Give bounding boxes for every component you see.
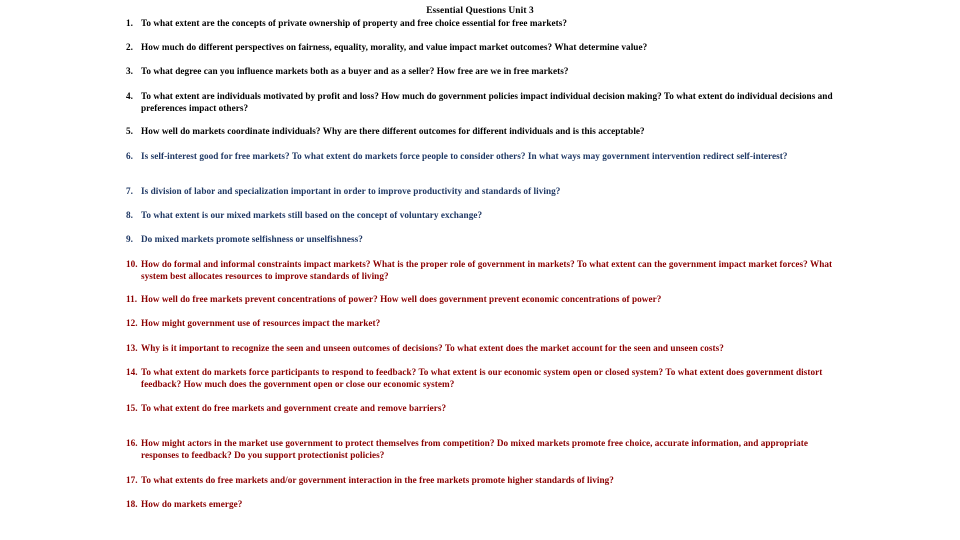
- question-item: [126, 499, 838, 511]
- question-number: 11.: [126, 294, 138, 304]
- question-text: How well do markets coordinate individuals? Why are there different outcomes for different individuals and is this acceptable?: [141, 126, 645, 136]
- question-text: To what extent do markets force participants to respond to feedback? To what extent is our economic system open or closed system? To what extent does government distort feedback? How much does the government open or close our economic system?: [141, 367, 823, 389]
- question-number: 15.: [126, 403, 138, 413]
- question-number: 12.: [126, 318, 138, 328]
- question-number: 6.: [126, 151, 133, 161]
- question-text: To what extent are the concepts of private ownership of property and free choice essential for free markets?: [141, 18, 567, 28]
- question-number: 14.: [126, 367, 138, 377]
- question-item: [126, 403, 838, 415]
- question-number: 18.: [126, 499, 138, 509]
- question-item: [126, 186, 838, 198]
- question-text: Is division of labor and specialization important in order to improve productivity and standards of living?: [141, 186, 561, 196]
- question-item: [126, 42, 838, 54]
- question-text: Why is it important to recognize the seen and unseen outcomes of decisions? To what extent does the market account for the seen and unseen costs?: [141, 343, 724, 353]
- question-item: [126, 294, 838, 306]
- question-item: [126, 91, 838, 114]
- question-number: 2.: [126, 42, 133, 52]
- question-number: 16.: [126, 438, 138, 448]
- question-text: To what extent is our mixed markets still based on the concept of voluntary exchange?: [141, 210, 483, 220]
- question-number: 13.: [126, 343, 138, 353]
- question-item: [126, 343, 838, 355]
- question-text: How well do free markets prevent concentrations of power? How well does government prevent economic concentrations of power?: [141, 294, 662, 304]
- question-item: [126, 18, 838, 30]
- question-text: Do mixed markets promote selfishness or unselfishness?: [141, 234, 363, 244]
- question-number: 7.: [126, 186, 133, 196]
- question-text: To what extent do free markets and government create and remove barriers?: [141, 403, 447, 413]
- question-number: 1.: [126, 18, 133, 28]
- question-item: [126, 259, 838, 282]
- question-item: [126, 475, 838, 487]
- question-text: To what extents do free markets and/or government interaction in the free markets promote higher standards of living?: [141, 475, 614, 485]
- question-text: Is self-interest good for free markets? To what extent do markets force people to consider others? In what ways may government intervention redirect self-interest?: [141, 151, 788, 161]
- question-item: [126, 151, 838, 163]
- question-text: How do formal and informal constraints impact markets? What is the proper role of government in markets? To what extent can the government impact market forces? What system best allocates resources to improve standards of living?: [141, 259, 833, 281]
- question-text: To what extent are individuals motivated by profit and loss? How much do government policies impact individual decision making? To what extent do individual decisions and preferences impact others?: [141, 91, 833, 113]
- page-title: Essential Questions Unit 3: [426, 6, 534, 16]
- question-item: [126, 210, 838, 222]
- question-text: How might government use of resources impact the market?: [141, 318, 381, 328]
- question-text: How much do different perspectives on fairness, equality, morality, and value impact market outcomes? What determine value?: [141, 42, 648, 52]
- question-number: 17.: [126, 475, 138, 485]
- question-number: 10.: [126, 259, 138, 269]
- question-item: [126, 234, 838, 246]
- question-item: [126, 126, 838, 138]
- question-item: [126, 318, 838, 330]
- question-text: To what degree can you influence markets both as a buyer and as a seller? How free are we in free markets?: [141, 66, 569, 76]
- question-text: How might actors in the market use government to protect themselves from competition? Do mixed markets promote free choice, accurate information, and appropriate responses to feedback? Do you support protectionist policies?: [141, 438, 809, 460]
- question-item: [126, 367, 838, 390]
- question-text: How do markets emerge?: [141, 499, 243, 509]
- question-number: 5.: [126, 126, 133, 136]
- question-item: [126, 66, 838, 78]
- question-item: [126, 438, 838, 461]
- question-number: 8.: [126, 210, 133, 220]
- question-number: 3.: [126, 66, 133, 76]
- question-number: 4.: [126, 91, 133, 101]
- question-number: 9.: [126, 234, 133, 244]
